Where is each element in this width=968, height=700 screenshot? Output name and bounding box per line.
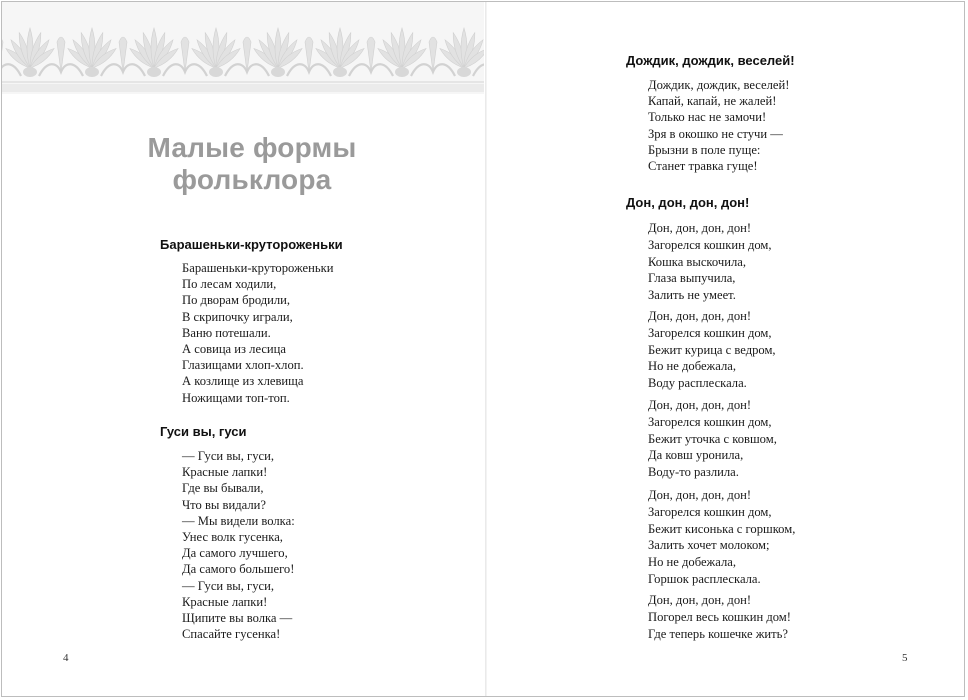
verse-line: — Мы видели волка: — [182, 513, 295, 528]
verse-line: Капай, капай, не жалей! — [648, 94, 777, 109]
ornament-border — [2, 2, 484, 94]
verse-line: Но не добежала, — [648, 359, 736, 374]
verse-line: Да самого большего! — [182, 562, 295, 577]
poem-stanza — [648, 487, 795, 588]
verse-line: Залить хочет молоком; — [648, 538, 770, 553]
poem-title: Барашеньки-крутороженьки — [160, 237, 343, 252]
verse-line: По лесам ходили, — [182, 277, 277, 292]
poem-stanza — [648, 308, 776, 392]
verse-line: Дон, дон, дон, дон! — [648, 221, 752, 235]
verse-line: Красные лапки! — [182, 594, 268, 609]
poem-verse — [648, 77, 789, 174]
book-spread — [1, 1, 965, 697]
left-page — [2, 2, 485, 696]
verse-line: Где вы бывали, — [182, 481, 264, 496]
verse-line: Бежит курица с ведром, — [648, 342, 776, 357]
verse-line: Что вы видали? — [182, 497, 266, 512]
verse-line: Дон, дон, дон, дон! — [648, 488, 752, 502]
verse-line: Воду расплескала. — [648, 376, 747, 391]
verse-line: Загорелся кошкин дом, — [648, 504, 772, 519]
verse-line: — Гуси вы, гуси, — [182, 449, 274, 463]
verse-line: Да самого лучшего, — [182, 546, 288, 561]
poem-title: Дон, дон, дон, дон! — [626, 195, 750, 210]
section-title — [2, 132, 502, 196]
verse-line: Станет травка гуще! — [648, 159, 758, 174]
verse-line: Бежит кисонька с горшком, — [648, 521, 796, 536]
verse-line: Ножищами топ-топ. — [182, 390, 290, 405]
verse-line: — Гуси вы, гуси, — [182, 578, 274, 593]
verse-line: В скрипочку играли, — [182, 309, 293, 324]
verse-line: Брызни в поле пуще: — [648, 142, 761, 157]
verse-line: По дворам бродили, — [182, 293, 291, 308]
verse-line: Кошка выскочила, — [648, 254, 746, 269]
verse-line: Глазищами хлоп-хлоп. — [182, 358, 304, 373]
poem-stanza — [648, 592, 791, 642]
poem-verse — [182, 260, 333, 406]
verse-line: Только нас не замочи! — [648, 110, 767, 125]
verse-line: Загорелся кошкин дом, — [648, 414, 772, 429]
verse-line: Дон, дон, дон, дон! — [648, 398, 752, 412]
verse-line: Загорелся кошкин дом, — [648, 325, 772, 340]
section-title-line-2: фольклора — [172, 164, 332, 195]
verse-line: Да ковш уронила, — [648, 448, 744, 463]
verse-line: Горшок расплескала. — [648, 571, 761, 586]
verse-line: Загорелся кошкин дом, — [648, 237, 772, 252]
page-number: 4 — [63, 652, 69, 664]
verse-line: Спасайте гусенка! — [182, 627, 281, 642]
verse-line: Погорел весь кошкин дом! — [648, 609, 791, 624]
verse-line: Но не добежала, — [648, 555, 736, 570]
verse-line: Дон, дон, дон, дон! — [648, 593, 752, 607]
verse-line: Бежит уточка с ковшом, — [648, 431, 777, 446]
verse-line: А козлище из хлевища — [182, 374, 304, 389]
verse-line: Дон, дон, дон, дон! — [648, 309, 752, 323]
section-title-line-1: Малые формы — [147, 132, 357, 163]
poem-verse — [182, 448, 295, 642]
page-number: 5 — [902, 652, 908, 664]
verse-line: Залить не умеет. — [648, 288, 736, 303]
poem-title: Гуси вы, гуси — [160, 424, 247, 439]
right-page — [487, 2, 964, 696]
verse-line: Красные лапки! — [182, 465, 268, 480]
verse-line: Барашеньки-крутороженьки — [182, 261, 334, 275]
verse-line: Где теперь кошечке жить? — [648, 626, 788, 641]
poem-stanza — [648, 397, 777, 481]
poem-title: Дождик, дождик, веселей! — [626, 53, 795, 68]
verse-line: Глаза выпучила, — [648, 271, 736, 286]
poem-stanza — [648, 220, 772, 304]
verse-line: Воду-то разлила. — [648, 465, 739, 480]
verse-line: А совица из лесица — [182, 342, 287, 357]
verse-line: Унес волк гусенка, — [182, 530, 283, 545]
verse-line: Дождик, дождик, веселей! — [648, 78, 790, 92]
verse-line: Зря в окошко не стучи — — [648, 126, 783, 141]
verse-line: Щипите вы волка — — [182, 611, 293, 626]
verse-line: Ваню потешали. — [182, 325, 271, 340]
